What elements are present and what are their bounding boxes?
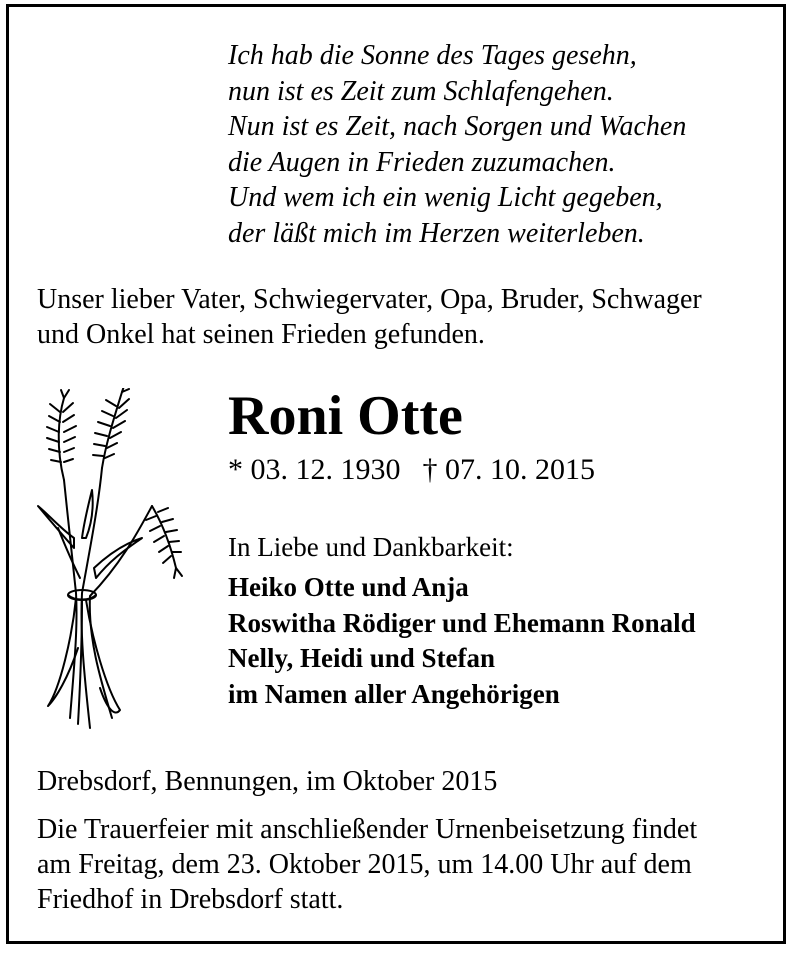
poem-line: nun ist es Zeit zum Schlafengehen.: [228, 75, 614, 107]
funeral-info: [37, 812, 697, 917]
poem-line: Ich hab die Sonne des Tages gesehn,: [228, 40, 637, 71]
life-dates: [228, 450, 595, 490]
poem-line: der läßt mich im Herzen weiterleben.: [228, 217, 645, 249]
poem-line: Und wem ich ein wenig Licht gegeben,: [228, 182, 663, 213]
mourner-line: Roswitha Rödiger und Ehemann Ronald: [228, 607, 696, 638]
death-date: † 07. 10. 2015: [422, 453, 595, 486]
wheat-sheaf-icon: [30, 388, 190, 738]
deceased-name: Roni Otte: [228, 385, 463, 447]
birth-date: * 03. 12. 1930: [228, 453, 401, 486]
intro-line: und Onkel hat seinen Frieden gefunden.: [37, 319, 485, 350]
mourner-line: Nelly, Heidi und Stefan: [228, 643, 496, 673]
poem-line: die Augen in Frieden zuzumachen.: [228, 146, 616, 178]
funeral-line: am Freitag, dem 23. Oktober 2015, um 14.00 Uhr auf dem: [37, 849, 692, 880]
funeral-line: Friedhof in Drebsdorf statt.: [37, 884, 344, 915]
mourner-line: Heiko Otte und Anja: [228, 572, 469, 602]
place-date: Drebsdorf, Bennungen, im Oktober 2015: [37, 766, 498, 797]
poem-line: Nun ist es Zeit, nach Sorgen und Wachen: [228, 111, 687, 142]
mourner-line: im Namen aller Angehörigen: [228, 678, 560, 709]
mourners-list: [228, 570, 696, 712]
funeral-line: Die Trauerfeier mit anschließender Urnenbeisetzung findet: [37, 814, 698, 845]
intro-text: [37, 282, 702, 352]
intro-line: Unser lieber Vater, Schwiegervater, Opa, Bruder, Schwager: [37, 284, 702, 315]
thanks-text: In Liebe und Dankbarkeit:: [228, 532, 514, 562]
poem: [228, 38, 686, 251]
